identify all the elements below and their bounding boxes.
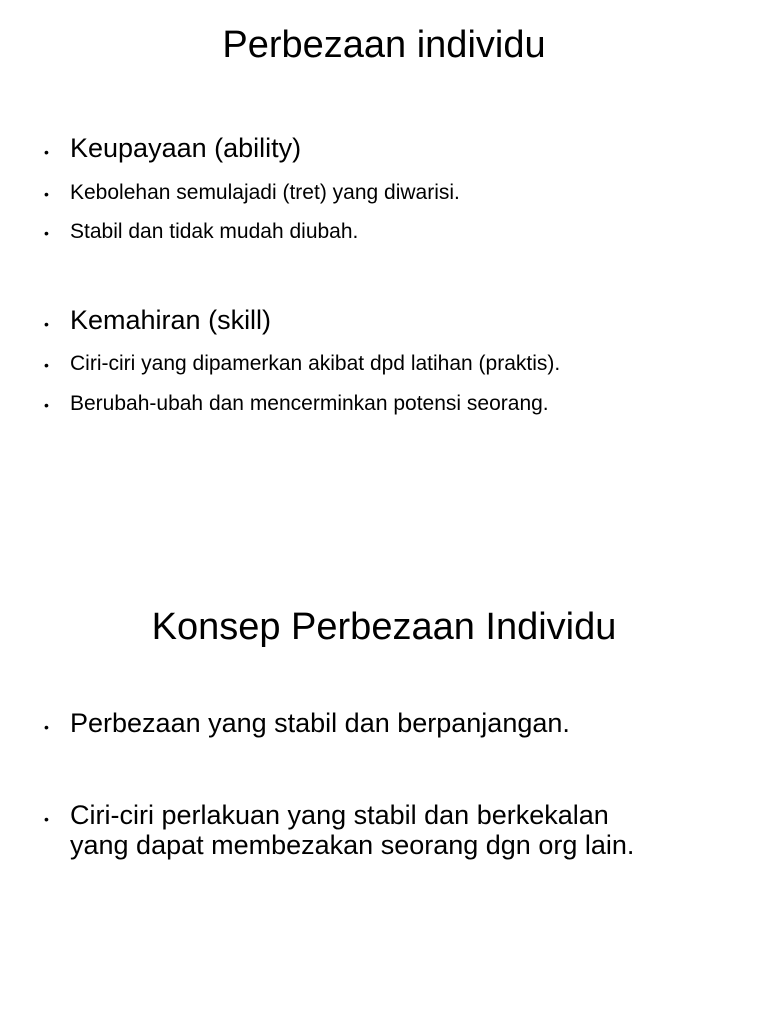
list-item xyxy=(44,708,750,738)
slide-title: Konsep Perbezaan Individu xyxy=(151,606,617,648)
bullet-icon: • xyxy=(44,186,49,202)
bullet-icon: • xyxy=(44,357,49,373)
list-item-text-line-2: yang dapat membezakan seorang dgn org lain. xyxy=(70,830,635,860)
list-item-text: Stabil dan tidak mudah diubah. xyxy=(70,220,359,243)
list-item xyxy=(44,133,750,163)
slide-title: Perbezaan individu xyxy=(222,24,546,66)
list-item xyxy=(44,391,750,416)
list-item xyxy=(44,800,750,860)
list-item xyxy=(44,351,750,376)
slide-konsep-perbezaan-individu xyxy=(0,512,768,1024)
bullet-icon: • xyxy=(44,719,49,735)
list-item xyxy=(44,305,750,335)
bullet-icon: • xyxy=(44,397,49,413)
bullet-icon: • xyxy=(44,144,49,160)
bullet-icon: • xyxy=(44,316,49,332)
list-item-text: Perbezaan yang stabil dan berpanjangan. xyxy=(70,708,570,738)
bullet-icon: • xyxy=(44,225,49,241)
list-item-text-line-1: Ciri-ciri perlakuan yang stabil dan berkekalan xyxy=(70,800,609,830)
list-item-text: Kebolehan semulajadi (tret) yang diwarisi. xyxy=(70,181,460,204)
list-item-text: Berubah-ubah dan mencerminkan potensi seorang. xyxy=(70,392,549,415)
list-item-text: Kemahiran (skill) xyxy=(70,305,272,335)
list-item-text: Ciri-ciri yang dipamerkan akibat dpd latihan (praktis). xyxy=(70,352,561,375)
list-item-text: Keupayaan (ability) xyxy=(70,133,302,163)
list-item xyxy=(44,180,750,205)
list-item xyxy=(44,219,750,244)
bullet-icon: • xyxy=(44,811,49,827)
